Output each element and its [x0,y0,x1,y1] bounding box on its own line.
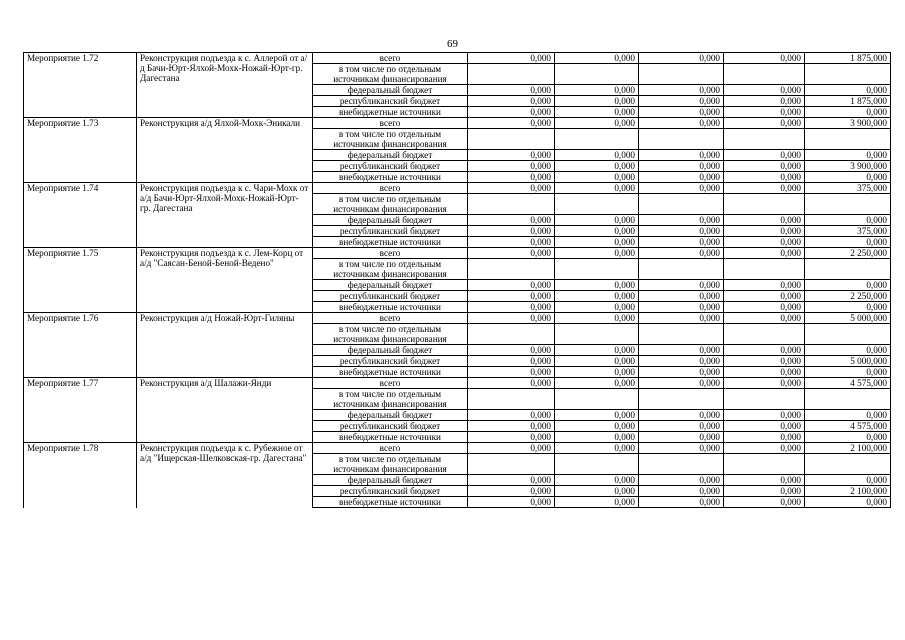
source-label: республиканский бюджет [313,96,468,107]
amount-cell [468,64,555,85]
amount-cell: 0,000 [468,497,555,508]
source-label: федеральный бюджет [313,280,468,291]
amount-cell: 0,000 [724,53,805,64]
amount-cell: 0,000 [639,53,724,64]
amount-cell [468,194,555,215]
amount-cell: 0,000 [805,280,891,291]
amount-cell: 0,000 [639,172,724,183]
amount-cell [724,324,805,345]
amount-cell: 0,000 [555,96,639,107]
amount-cell [805,259,891,280]
amount-cell: 4 575,000 [805,378,891,389]
amount-cell [555,64,639,85]
amount-cell: 0,000 [724,237,805,248]
table-row [24,183,891,194]
source-label: в том числе по отдельным источникам финансирования [313,129,468,150]
amount-cell [555,324,639,345]
amount-cell: 0,000 [724,313,805,324]
amount-cell: 0,000 [468,378,555,389]
source-label: республиканский бюджет [313,161,468,172]
source-label: федеральный бюджет [313,215,468,226]
amount-cell: 2 100,000 [805,443,891,454]
amount-cell: 0,000 [639,183,724,194]
source-label: всего [313,118,468,129]
amount-cell: 0,000 [639,378,724,389]
source-label: республиканский бюджет [313,486,468,497]
amount-cell [805,454,891,475]
amount-cell: 2 250,000 [805,248,891,259]
amount-cell: 0,000 [639,302,724,313]
amount-cell: 0,000 [555,313,639,324]
amount-cell: 0,000 [468,421,555,432]
amount-cell [639,324,724,345]
amount-cell [555,389,639,410]
amount-cell: 0,000 [805,85,891,96]
amount-cell [555,129,639,150]
amount-cell: 2 250,000 [805,291,891,302]
measure-id: Мероприятие 1.72 [24,53,137,118]
amount-cell: 0,000 [724,432,805,443]
amount-cell [724,64,805,85]
amount-cell: 0,000 [555,280,639,291]
amount-cell: 0,000 [724,345,805,356]
amount-cell: 0,000 [468,302,555,313]
source-label: в том числе по отдельным источникам финансирования [313,259,468,280]
amount-cell: 0,000 [639,291,724,302]
amount-cell: 0,000 [639,421,724,432]
amount-cell: 0,000 [639,118,724,129]
amount-cell: 0,000 [555,421,639,432]
amount-cell [468,389,555,410]
source-label: внебюджетные источники [313,432,468,443]
measure-title: Реконструкция а/д Ялхой-Мохк-Эникали [137,118,313,183]
amount-cell: 0,000 [724,161,805,172]
amount-cell [724,454,805,475]
source-label: республиканский бюджет [313,226,468,237]
amount-cell: 0,000 [639,96,724,107]
amount-cell: 0,000 [468,410,555,421]
source-label: внебюджетные источники [313,497,468,508]
source-label: республиканский бюджет [313,291,468,302]
source-label: республиканский бюджет [313,356,468,367]
amount-cell: 0,000 [724,486,805,497]
amount-cell: 0,000 [639,237,724,248]
amount-cell: 0,000 [468,161,555,172]
amount-cell: 0,000 [555,150,639,161]
amount-cell: 0,000 [555,226,639,237]
amount-cell: 0,000 [468,107,555,118]
amount-cell: 0,000 [805,302,891,313]
amount-cell: 0,000 [805,432,891,443]
amount-cell [468,324,555,345]
amount-cell [724,129,805,150]
amount-cell: 375,000 [805,183,891,194]
amount-cell [639,194,724,215]
source-label: в том числе по отдельным источникам финансирования [313,454,468,475]
source-label: внебюджетные источники [313,107,468,118]
amount-cell: 0,000 [805,475,891,486]
amount-cell: 0,000 [468,237,555,248]
funding-table [23,52,891,508]
amount-cell: 3 900,000 [805,161,891,172]
source-label: всего [313,443,468,454]
amount-cell [639,64,724,85]
amount-cell: 0,000 [639,313,724,324]
amount-cell: 5 000,000 [805,313,891,324]
amount-cell: 0,000 [555,237,639,248]
measure-id: Мероприятие 1.78 [24,443,137,508]
amount-cell: 0,000 [468,226,555,237]
amount-cell: 0,000 [468,475,555,486]
amount-cell: 0,000 [724,226,805,237]
amount-cell: 0,000 [805,237,891,248]
amount-cell: 0,000 [805,215,891,226]
amount-cell [468,129,555,150]
amount-cell: 0,000 [639,497,724,508]
amount-cell: 0,000 [468,291,555,302]
measure-title: Реконструкция а/д Ножай-Юрт-Гиляны [137,313,313,378]
amount-cell [555,259,639,280]
amount-cell: 0,000 [468,486,555,497]
measure-title: Реконструкция подъезда к с. Рубежное от а/д "Ищерская-Шелковская-гр. Дагестана" [137,443,313,508]
measure-title: Реконструкция подъезда к с. Аллерой от а/д Бачи-Юрт-Ялхой-Мохк-Ножай-Юрт-гр. Дагестана [137,53,313,118]
amount-cell: 0,000 [724,410,805,421]
measure-title: Реконструкция подъезда к с. Чари-Мохк от а/д Бачи-Юрт-Ялхой-Мохк-Ножай-Юрт-гр. Дагестана [137,183,313,248]
amount-cell [805,389,891,410]
amount-cell: 0,000 [639,248,724,259]
amount-cell: 4 575,000 [805,421,891,432]
amount-cell: 0,000 [724,96,805,107]
amount-cell: 0,000 [555,356,639,367]
amount-cell: 0,000 [555,107,639,118]
source-label: федеральный бюджет [313,345,468,356]
amount-cell: 0,000 [555,215,639,226]
table-row [24,53,891,64]
amount-cell: 0,000 [555,118,639,129]
amount-cell: 0,000 [555,183,639,194]
amount-cell: 0,000 [555,345,639,356]
source-label: внебюджетные источники [313,172,468,183]
amount-cell [639,259,724,280]
amount-cell: 0,000 [724,248,805,259]
source-label: республиканский бюджет [313,421,468,432]
source-label: федеральный бюджет [313,410,468,421]
source-label: в том числе по отдельным источникам финансирования [313,389,468,410]
amount-cell [639,129,724,150]
amount-cell [805,324,891,345]
table-row [24,313,891,324]
amount-cell: 0,000 [468,280,555,291]
amount-cell: 0,000 [639,410,724,421]
amount-cell: 0,000 [724,356,805,367]
amount-cell [555,194,639,215]
amount-cell [805,194,891,215]
amount-cell [555,454,639,475]
amount-cell: 0,000 [468,432,555,443]
amount-cell: 0,000 [639,280,724,291]
amount-cell: 0,000 [468,215,555,226]
amount-cell: 0,000 [555,443,639,454]
amount-cell: 0,000 [724,150,805,161]
amount-cell [639,454,724,475]
amount-cell: 0,000 [468,356,555,367]
amount-cell: 0,000 [555,53,639,64]
amount-cell: 0,000 [639,107,724,118]
amount-cell: 0,000 [468,248,555,259]
amount-cell: 0,000 [805,497,891,508]
source-label: внебюджетные источники [313,302,468,313]
amount-cell: 0,000 [468,53,555,64]
amount-cell: 0,000 [555,367,639,378]
amount-cell: 0,000 [639,486,724,497]
table-row [24,248,891,259]
table-row [24,378,891,389]
table-row [24,443,891,454]
source-label: в том числе по отдельным источникам финансирования [313,194,468,215]
amount-cell: 0,000 [639,150,724,161]
amount-cell: 0,000 [724,421,805,432]
amount-cell: 0,000 [468,172,555,183]
source-label: федеральный бюджет [313,475,468,486]
amount-cell: 0,000 [555,378,639,389]
measure-title: Реконструкция подъезда к с. Лем-Корц от а/д "Саясан-Беной-Беной-Ведено" [137,248,313,313]
source-label: всего [313,53,468,64]
amount-cell: 0,000 [555,486,639,497]
amount-cell: 0,000 [805,410,891,421]
amount-cell: 0,000 [639,356,724,367]
amount-cell: 0,000 [724,475,805,486]
amount-cell: 0,000 [639,432,724,443]
amount-cell: 0,000 [639,475,724,486]
amount-cell: 0,000 [468,183,555,194]
source-label: федеральный бюджет [313,85,468,96]
measure-id: Мероприятие 1.75 [24,248,137,313]
amount-cell [724,259,805,280]
measure-id: Мероприятие 1.74 [24,183,137,248]
amount-cell: 0,000 [639,345,724,356]
amount-cell: 0,000 [555,161,639,172]
source-label: внебюджетные источники [313,237,468,248]
amount-cell: 375,000 [805,226,891,237]
amount-cell: 0,000 [555,248,639,259]
amount-cell: 0,000 [639,85,724,96]
amount-cell: 0,000 [639,443,724,454]
amount-cell: 0,000 [805,172,891,183]
amount-cell: 0,000 [555,291,639,302]
amount-cell [639,389,724,410]
amount-cell: 0,000 [555,475,639,486]
amount-cell: 5 000,000 [805,356,891,367]
source-label: всего [313,248,468,259]
amount-cell: 0,000 [724,172,805,183]
amount-cell: 3 900,000 [805,118,891,129]
amount-cell: 1 875,000 [805,53,891,64]
amount-cell: 0,000 [468,367,555,378]
source-label: всего [313,313,468,324]
table-row [24,118,891,129]
amount-cell: 0,000 [468,85,555,96]
page-number: 69 [447,38,458,50]
amount-cell: 0,000 [724,443,805,454]
amount-cell: 0,000 [555,432,639,443]
source-label: внебюджетные источники [313,367,468,378]
amount-cell: 0,000 [724,280,805,291]
amount-cell [724,389,805,410]
amount-cell: 0,000 [468,150,555,161]
amount-cell: 0,000 [724,215,805,226]
amount-cell: 0,000 [555,410,639,421]
amount-cell: 0,000 [724,497,805,508]
measure-id: Мероприятие 1.76 [24,313,137,378]
amount-cell: 0,000 [724,367,805,378]
amount-cell: 0,000 [724,291,805,302]
source-label: федеральный бюджет [313,150,468,161]
amount-cell: 0,000 [555,302,639,313]
amount-cell: 0,000 [724,378,805,389]
source-label: всего [313,183,468,194]
amount-cell: 0,000 [805,107,891,118]
source-label: в том числе по отдельным источникам финансирования [313,324,468,345]
amount-cell [805,64,891,85]
amount-cell: 0,000 [724,302,805,313]
amount-cell: 0,000 [555,497,639,508]
amount-cell: 0,000 [724,107,805,118]
amount-cell: 0,000 [805,150,891,161]
amount-cell: 0,000 [555,85,639,96]
amount-cell: 0,000 [639,367,724,378]
amount-cell: 2 100,000 [805,486,891,497]
amount-cell: 0,000 [639,215,724,226]
amount-cell: 0,000 [724,183,805,194]
amount-cell: 0,000 [724,85,805,96]
measure-id: Мероприятие 1.77 [24,378,137,443]
amount-cell: 1 875,000 [805,96,891,107]
amount-cell: 0,000 [639,161,724,172]
source-label: в том числе по отдельным источникам финансирования [313,64,468,85]
amount-cell: 0,000 [639,226,724,237]
amount-cell [805,129,891,150]
amount-cell: 0,000 [468,118,555,129]
amount-cell: 0,000 [468,443,555,454]
amount-cell: 0,000 [468,345,555,356]
amount-cell: 0,000 [468,96,555,107]
amount-cell: 0,000 [555,172,639,183]
source-label: всего [313,378,468,389]
measure-title: Реконструкция а/д Шалажи-Янди [137,378,313,443]
amount-cell: 0,000 [805,367,891,378]
amount-cell [468,454,555,475]
amount-cell: 0,000 [724,118,805,129]
amount-cell [468,259,555,280]
amount-cell: 0,000 [468,313,555,324]
measure-id: Мероприятие 1.73 [24,118,137,183]
amount-cell [724,194,805,215]
amount-cell: 0,000 [805,345,891,356]
